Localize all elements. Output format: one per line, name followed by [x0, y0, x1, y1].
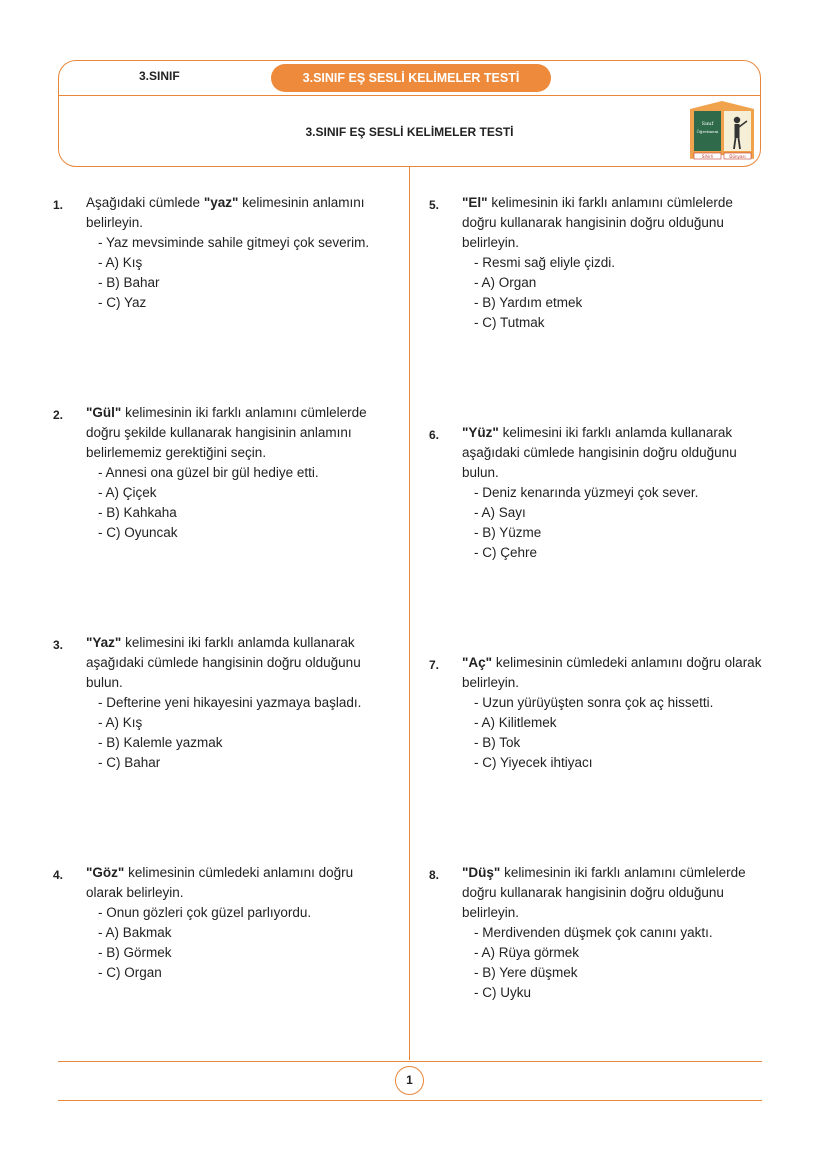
question-prompt — [462, 423, 762, 483]
answer-option: - C) Yaz — [98, 295, 147, 310]
prompt-suffix: kelimesinin iki farklı anlamını cümlelerde doğru kullanarak hangisinin doğru olduğunu belirleyin. — [462, 195, 733, 250]
prompt-prefix: Aşağıdaki cümlede — [86, 195, 204, 210]
question-number: 3. — [53, 638, 64, 652]
answer-option: - A) Organ — [474, 275, 537, 290]
answer-option: - A) Kış — [98, 715, 143, 730]
question-2 — [53, 403, 404, 543]
prompt-suffix: kelimesinin iki farklı anlamını cümlelerde doğru kullanarak hangisinin doğru olduğunu belirleyin. — [462, 865, 746, 920]
answer-option: - C) Tutmak — [474, 315, 545, 330]
question-number: 6. — [429, 428, 440, 442]
example-sentence: - Annesi ona güzel bir gül hediye etti. — [98, 465, 319, 480]
footer-line-top — [58, 1061, 762, 1062]
keyword: "Gül" — [86, 405, 122, 420]
question-number: 8. — [429, 868, 440, 882]
answer-option: - A) Kış — [98, 255, 143, 270]
answer-option: - B) Yüzme — [474, 525, 542, 540]
prompt-suffix: kelimesinin cümledeki anlamını doğru olarak belirleyin. — [86, 865, 354, 900]
prompt-suffix: kelimesinin cümledeki anlamını doğru olarak belirleyin. — [462, 655, 762, 690]
question-number: 1. — [53, 198, 64, 212]
question-6 — [429, 423, 762, 563]
prompt-suffix: kelimesinin iki farklı anlamını cümlelerde doğru şekilde kullanarak hangisinin anlamını belirlememiz gerektiğini seçin. — [86, 405, 367, 460]
question-number: 7. — [429, 658, 440, 672]
header-divider — [59, 95, 760, 96]
example-sentence: - Defterine yeni hikayesini yazmaya başladı. — [98, 695, 362, 710]
question-5 — [429, 193, 762, 333]
keyword: "yaz" — [203, 195, 239, 210]
question-prompt — [86, 193, 396, 233]
answer-option: - B) Tok — [474, 735, 521, 750]
logo-text-top: Sınıf — [701, 121, 714, 127]
example-sentence: - Uzun yürüyüşten sonra çok aç hissetti. — [474, 695, 714, 710]
question-1 — [53, 193, 396, 313]
answer-option: - B) Yardım etmek — [474, 295, 583, 310]
header-box — [58, 60, 761, 167]
logo-text-left: Sihirli — [701, 153, 714, 159]
keyword: "Göz" — [86, 865, 125, 880]
title-pill: 3.SINIF EŞ SESLİ KELİMELER TESTİ — [271, 64, 551, 92]
answer-option: - C) Oyuncak — [98, 525, 178, 540]
keyword: "Yüz" — [462, 425, 499, 440]
question-number: 2. — [53, 408, 64, 422]
answer-option: - B) Kahkaha — [98, 505, 177, 520]
question-7 — [429, 653, 762, 773]
question-number: 4. — [53, 868, 64, 882]
answer-option: - A) Kilitlemek — [474, 715, 557, 730]
answer-option: - B) Görmek — [98, 945, 172, 960]
teacher-board-logo — [686, 99, 758, 163]
question-prompt — [86, 863, 386, 903]
question-prompt — [462, 653, 762, 693]
answer-option: - C) Çehre — [474, 545, 538, 560]
answer-option: - C) Bahar — [98, 755, 161, 770]
column-divider — [409, 167, 410, 1060]
example-sentence: - Yaz mevsiminde sahile gitmeyi çok severim. — [98, 235, 370, 250]
answer-option: - A) Çiçek — [98, 485, 157, 500]
answer-option: - C) Organ — [98, 965, 162, 980]
footer-line-bottom — [58, 1100, 762, 1101]
answer-option: - C) Yiyecek ihtiyacı — [474, 755, 593, 770]
answer-option: - B) Kalemle yazmak — [98, 735, 223, 750]
example-sentence: - Resmi sağ eliyle çizdi. — [474, 255, 616, 270]
answer-option: - B) Yere düşmek — [474, 965, 578, 980]
logo-text-mid: Öğretmeni — [696, 129, 719, 134]
keyword: "Düş" — [462, 865, 501, 880]
answer-option: - C) Uyku — [474, 985, 531, 1000]
answer-option: - A) Rüya görmek — [474, 945, 580, 960]
keyword: "Yaz" — [86, 635, 122, 650]
prompt-suffix: kelimesini iki farklı anlamda kullanarak aşağıdaki cümlede hangisinin doğru olduğunu bulun. — [462, 425, 737, 480]
logo-text-right: Dünyası — [729, 153, 746, 159]
page-number: 1 — [395, 1066, 424, 1095]
example-sentence: - Deniz kenarında yüzmeyi çok sever. — [474, 485, 699, 500]
question-prompt — [86, 633, 396, 693]
question-prompt — [462, 193, 762, 253]
question-8 — [429, 863, 762, 1003]
answer-option: - A) Bakmak — [98, 925, 172, 940]
question-prompt — [462, 863, 762, 923]
answer-option: - B) Bahar — [98, 275, 160, 290]
answer-option: - A) Sayı — [474, 505, 526, 520]
question-4 — [53, 863, 386, 983]
sub-title: 3.SINIF EŞ SESLİ KELİMELER TESTİ — [305, 125, 514, 139]
question-number: 5. — [429, 198, 440, 212]
question-prompt — [86, 403, 404, 463]
prompt-suffix: kelimesinin anlamını belirleyin. — [86, 195, 365, 230]
keyword: "El" — [462, 195, 488, 210]
question-3 — [53, 633, 396, 773]
example-sentence: - Onun gözleri çok güzel parlıyordu. — [98, 905, 312, 920]
example-sentence: - Merdivenden düşmek çok canını yaktı. — [474, 925, 713, 940]
grade-label: 3.SINIF — [139, 69, 180, 83]
keyword: "Aç" — [462, 655, 493, 670]
prompt-suffix: kelimesini iki farklı anlamda kullanarak aşağıdaki cümlede hangisinin doğru olduğunu bulun. — [86, 635, 361, 690]
